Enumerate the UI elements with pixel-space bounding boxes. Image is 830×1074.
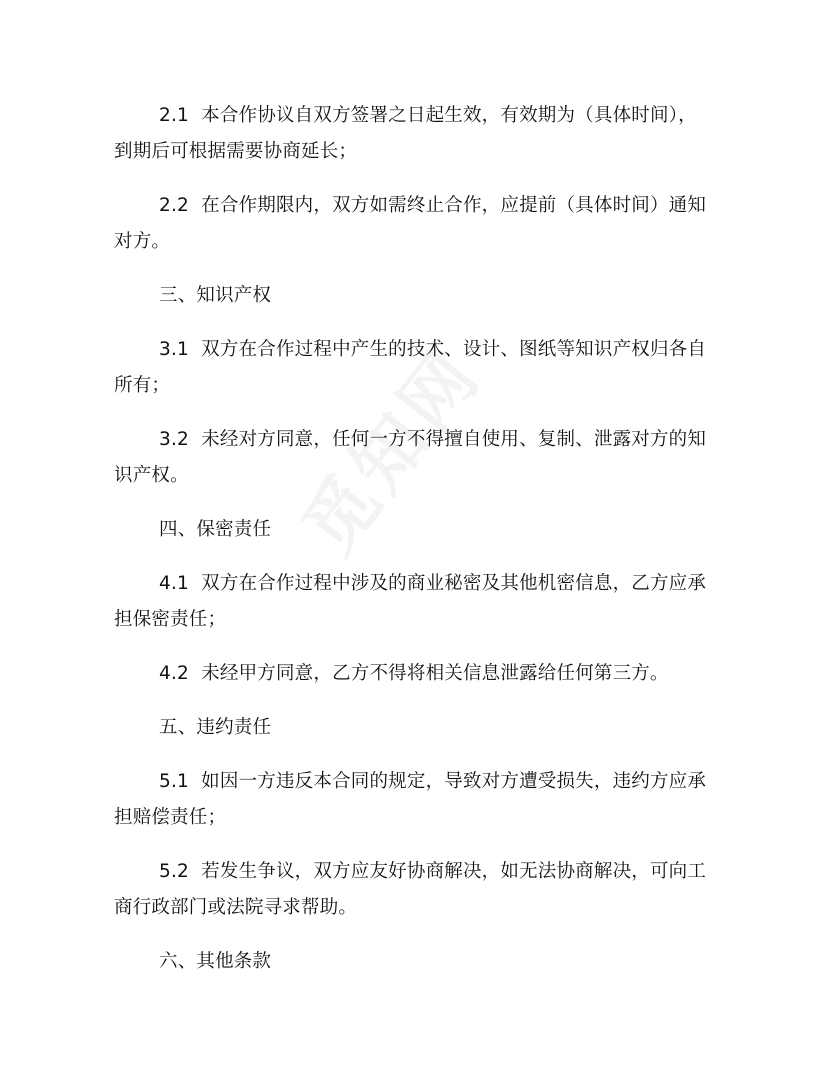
clause-3-2: 3.2 未经对方同意，任何一方不得擅自使用、复制、泄露对方的知识产权。 — [114, 429, 707, 486]
section-heading-other-terms: 六、其他条款 — [159, 951, 272, 972]
clause-2-2: 2.2 在合作期限内，双方如需终止合作，应提前（具体时间）通知对方。 — [114, 195, 707, 252]
clause-3-1: 3.1 双方在合作过程中产生的技术、设计、图纸等知识产权归各自所有； — [114, 339, 707, 396]
document-body — [114, 98, 714, 998]
clause-5-2: 5.2 若发生争议，双方应友好协商解决，如无法协商解决，可向工商行政部门或法院寻求帮助。 — [114, 861, 707, 918]
clause-4-2: 4.2 未经甲方同意，乙方不得将相关信息泄露给任何第三方。 — [159, 663, 669, 684]
clause-5-1: 5.1 如因一方违反本合同的规定，导致对方遭受损失，违约方应承担赔偿责任； — [114, 771, 707, 828]
section-heading-liability: 五、违约责任 — [159, 717, 272, 738]
clause-4-1: 4.1 双方在合作过程中涉及的商业秘密及其他机密信息，乙方应承担保密责任； — [114, 573, 707, 630]
section-heading-intellectual-property: 三、知识产权 — [159, 285, 272, 306]
clause-2-1: 2.1 本合作协议自双方签署之日起生效，有效期为（具体时间），到期后可根据需要协商延长； — [114, 105, 697, 162]
section-heading-confidentiality: 四、保密责任 — [159, 519, 272, 540]
